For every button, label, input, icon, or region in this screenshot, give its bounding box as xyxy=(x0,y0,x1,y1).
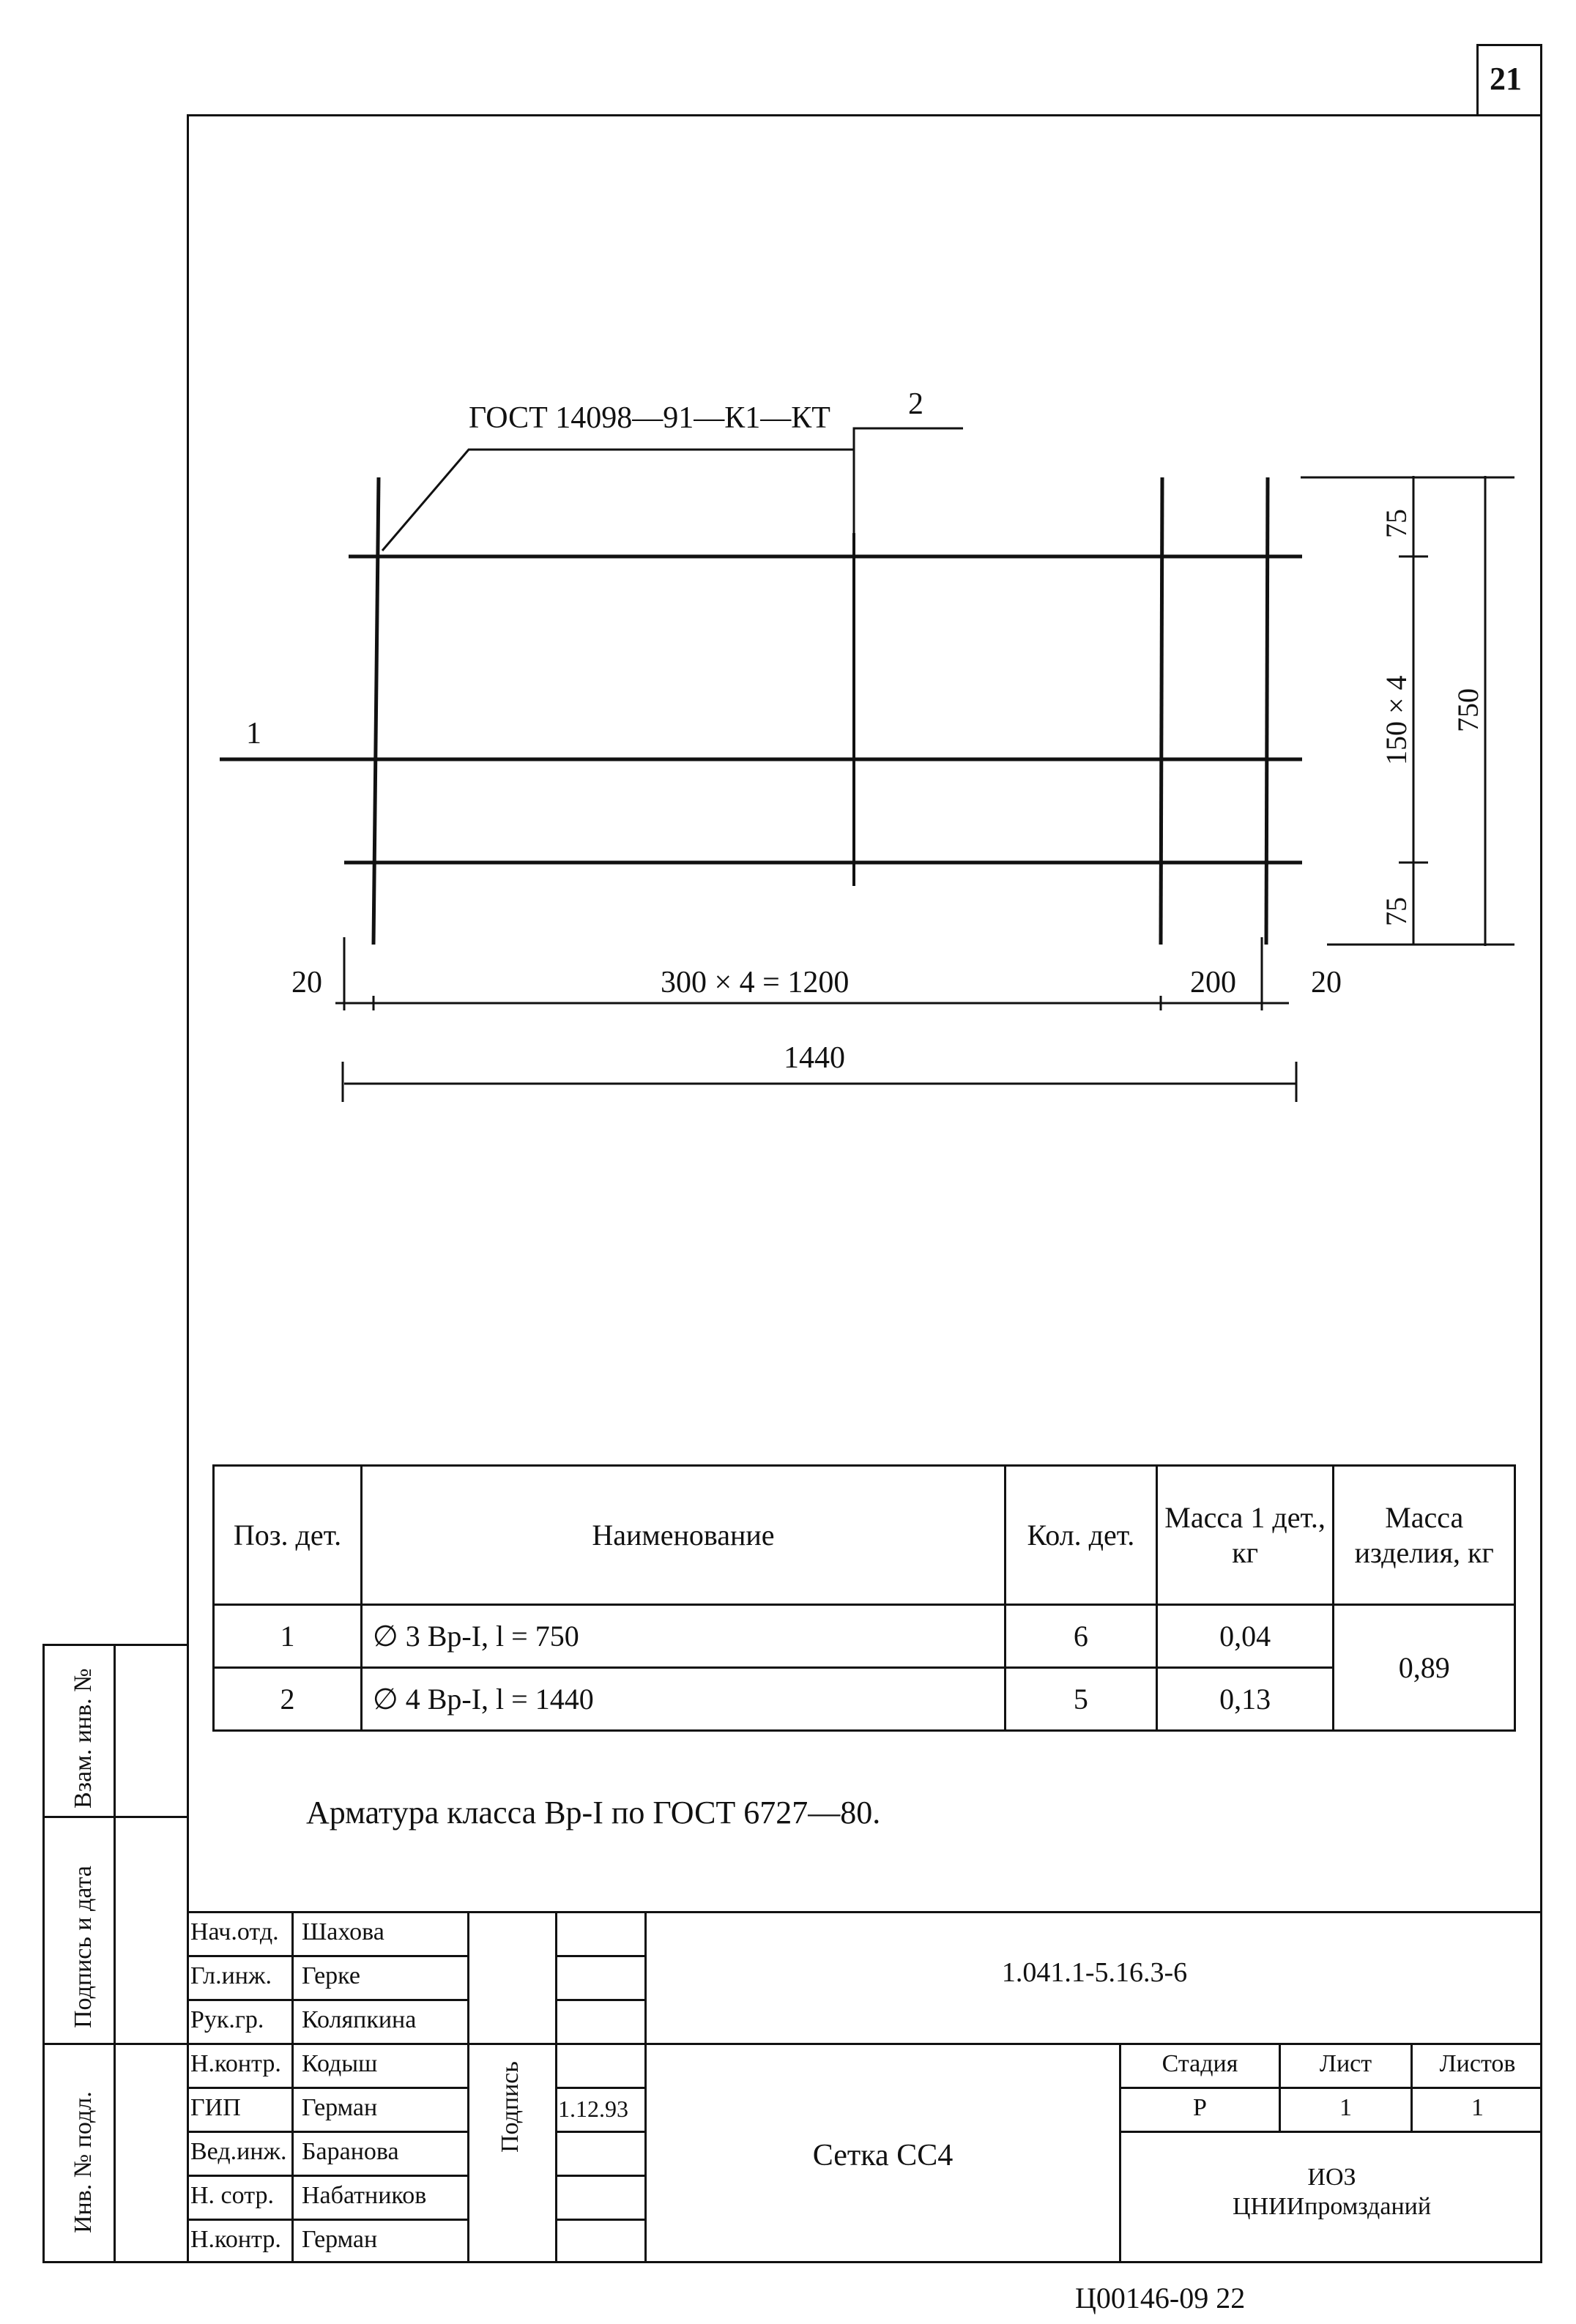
stage-label: Стадия xyxy=(1161,2050,1238,2077)
page-number: 21 xyxy=(1490,61,1522,97)
dim-750: 750 xyxy=(1452,688,1484,732)
name-7: Набатников xyxy=(302,2182,427,2209)
role-4: Н.контр. xyxy=(190,2050,281,2077)
header-pos: Поз. дет. xyxy=(214,1466,362,1605)
row-name: ∅ 3 Вр-I, l = 750 xyxy=(361,1605,1005,1668)
side-stamp-inv: Инв. № подл. xyxy=(70,2091,97,2233)
gost-label: ГОСТ 14098—91—К1—КТ xyxy=(469,401,830,435)
name-4: Кодыш xyxy=(302,2050,378,2077)
row-mass: 0,13 xyxy=(1156,1668,1334,1731)
header-qty: Кол. дет. xyxy=(1006,1466,1157,1605)
name-2: Герке xyxy=(302,1962,360,1989)
header-mass-total: Масса изделия, кг xyxy=(1334,1466,1515,1605)
row-pos: 1 xyxy=(214,1605,362,1668)
note-text: Арматура класса Вр-I по ГОСТ 6727—80. xyxy=(306,1795,881,1830)
dim-20-right: 20 xyxy=(1311,966,1342,999)
dim-200: 200 xyxy=(1190,966,1236,999)
role-5: ГИП xyxy=(190,2094,241,2121)
spec-table xyxy=(212,1464,1516,1732)
table-row xyxy=(214,1605,1515,1668)
row-name: ∅ 4 Вр-I, l = 1440 xyxy=(361,1668,1005,1731)
doc-code: 1.041.1-5.16.3-6 xyxy=(1001,1957,1188,1988)
callout-2: 2 xyxy=(908,387,923,421)
stage-value: Р xyxy=(1193,2094,1207,2121)
product-name: Сетка СС4 xyxy=(812,2139,954,2172)
dim-20-left: 20 xyxy=(291,966,322,999)
side-stamp-podpis: Подпись и дата xyxy=(70,1866,97,2028)
role-3: Рук.гр. xyxy=(190,2006,264,2033)
vertical-bar-3 xyxy=(1161,477,1162,945)
sheet-value: 1 xyxy=(1339,2094,1352,2121)
header-name: Наименование xyxy=(361,1466,1005,1605)
name-8: Герман xyxy=(302,2226,378,2253)
org-line-1: ИОЗ xyxy=(1307,2164,1356,2191)
row-mass: 0,04 xyxy=(1156,1605,1334,1668)
dim-75-bottom: 75 xyxy=(1380,897,1413,926)
dim-1440: 1440 xyxy=(784,1041,845,1075)
date: 1.12.93 xyxy=(558,2096,628,2122)
dim-75-top: 75 xyxy=(1380,509,1413,538)
dim-150x4: 150 × 4 xyxy=(1380,675,1413,765)
role-2: Гл.инж. xyxy=(190,1962,272,1989)
dim-300x4: 300 × 4 = 1200 xyxy=(661,966,850,999)
footer-code: Ц00146-09 22 xyxy=(1075,2282,1246,2314)
name-6: Баранова xyxy=(302,2138,399,2165)
row-qty: 6 xyxy=(1006,1605,1157,1668)
callout-1: 1 xyxy=(246,717,261,751)
org-line-2: ЦНИИпромзданий xyxy=(1232,2193,1432,2220)
role-6: Вед.инж. xyxy=(190,2138,287,2165)
role-1: Нач.отд. xyxy=(190,1918,279,1945)
side-stamp-vzam: Взам. инв. № xyxy=(70,1668,97,1809)
sheets-value: 1 xyxy=(1471,2094,1484,2121)
name-5: Герман xyxy=(302,2094,378,2121)
vertical-bar-4 xyxy=(1266,477,1268,945)
role-8: Н.контр. xyxy=(190,2226,281,2253)
name-3: Коляпкина xyxy=(302,2006,417,2033)
sheet-label: Лист xyxy=(1319,2050,1372,2077)
role-7: Н. сотр. xyxy=(190,2182,274,2209)
row-qty: 5 xyxy=(1006,1668,1157,1731)
gost-leader xyxy=(382,450,853,551)
sheets-label: Листов xyxy=(1439,2050,1516,2077)
header-mass-one: Масса 1 дет., кг xyxy=(1156,1466,1334,1605)
signature-label: Подпись xyxy=(497,2061,524,2153)
row-pos: 2 xyxy=(214,1668,362,1731)
leader-2 xyxy=(854,428,963,551)
table-row xyxy=(214,1668,1515,1731)
total-mass: 0,89 xyxy=(1334,1605,1515,1731)
vertical-bar-1 xyxy=(373,477,379,945)
name-1: Шахова xyxy=(302,1918,384,1945)
